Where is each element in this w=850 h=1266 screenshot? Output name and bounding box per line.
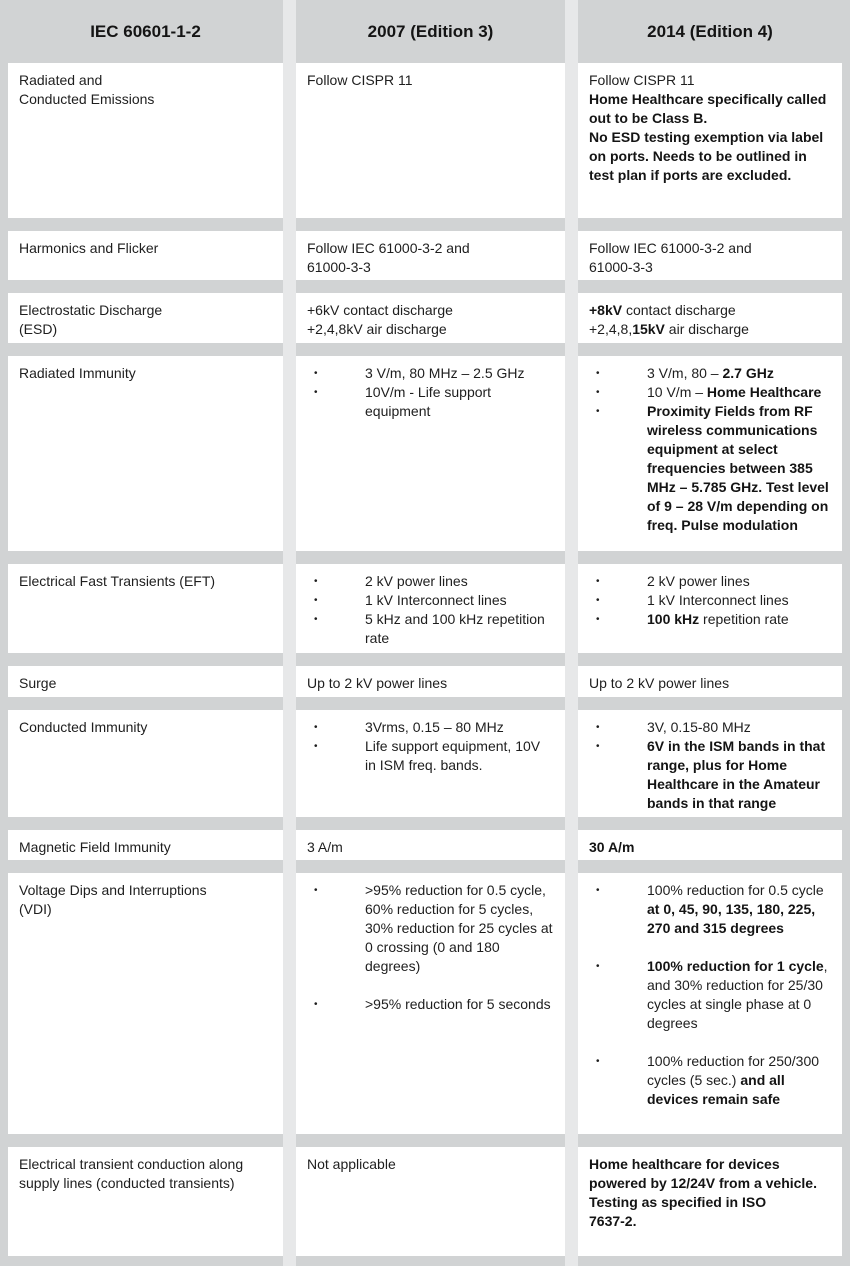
cell-conducted-immunity-2007-edition-3 (296, 710, 565, 817)
cell-magnetic-field-immunity-2007-edition-3: 3 A/m (296, 830, 565, 860)
cell-conducted-transients-2014-edition-4: Home healthcare for devices powered by 12/24V from a vehicle. Testing as specified in ISO 7637-2. (578, 1147, 842, 1256)
row-radiated-immunity (8, 356, 842, 551)
cell-harmonics-and-flicker-2014-edition-4: Follow IEC 61000-3-2 and 61000-3-3 (578, 231, 842, 280)
cell-radiated-immunity-2007-edition-3 (296, 356, 565, 551)
cell-harmonics-and-flicker-2007-edition-3: Follow IEC 61000-3-2 and 61000-3-3 (296, 231, 565, 280)
row-conducted-immunity (8, 710, 842, 817)
cell-conducted-transients-2007-edition-3: Not applicable (296, 1147, 565, 1256)
header-col-2007-edition-3: 2007 (Edition 3) (367, 22, 494, 41)
cell-harmonics-and-flicker-parameter: Harmonics and Flicker (8, 231, 283, 280)
bullet-item: • Life support equipment, 10V in ISM freq. bands. (307, 737, 553, 775)
cell-conducted-immunity-2014-edition-4 (578, 710, 842, 817)
bullet-item: • 2 kV power lines (589, 572, 830, 591)
bullet-item: • 10V/m - Life support equipment (307, 383, 553, 421)
bullet-list (307, 572, 553, 648)
bullet-item: • 6V in the ISM bands in that range, plus for Home Healthcare in the Amateur bands in that range (589, 737, 830, 813)
cell-electrostatic-discharge-parameter: Electrostatic Discharge (ESD) (8, 293, 283, 343)
cell-conducted-transients-parameter: Electrical transient conduction along supply lines (conducted transients) (8, 1147, 283, 1256)
cell-radiated-conducted-emissions-parameter: Radiated and Conducted Emissions (8, 63, 283, 218)
cell-electrostatic-discharge-2014-edition-4: +8kV contact discharge +2,4,8,15kV air discharge (578, 293, 842, 343)
row-magnetic-field-immunity (8, 830, 842, 860)
bullet-item: • 1 kV Interconnect lines (307, 591, 553, 610)
header-col-parameter: IEC 60601-1-2 (90, 22, 201, 41)
row-electrostatic-discharge (8, 293, 842, 343)
bullet-item: • >95% reduction for 0.5 cycle, 60% reduction for 5 cycles, 30% reduction for 25 cycles at 0 crossing (0 and 180 degrees) (307, 881, 553, 976)
row-conducted-transients (8, 1147, 842, 1256)
cell-voltage-dips-and-interruptions-2007-edition-3 (296, 873, 565, 1134)
cell-radiated-conducted-emissions-2014-edition-4: Follow CISPR 11 Home Healthcare specifically called out to be Class B. No ESD testing exemption via label on ports. Needs to be outlined in test plan if ports are excluded. (578, 63, 842, 218)
bullet-item: • 100% reduction for 250/300 cycles (5 sec.) and all devices remain safe (589, 1052, 830, 1109)
cell-electrical-fast-transients-parameter: Electrical Fast Transients (EFT) (8, 564, 283, 653)
bullet-item: • 3 V/m, 80 MHz – 2.5 GHz (307, 364, 553, 383)
cell-conducted-immunity-parameter: Conducted Immunity (8, 710, 283, 817)
cell-electrical-fast-transients-2014-edition-4 (578, 564, 842, 653)
bullet-list (589, 881, 830, 1109)
row-voltage-dips-and-interruptions (8, 873, 842, 1134)
cell-magnetic-field-immunity-parameter: Magnetic Field Immunity (8, 830, 283, 860)
cell-surge-2007-edition-3: Up to 2 kV power lines (296, 666, 565, 697)
cell-radiated-conducted-emissions-2007-edition-3: Follow CISPR 11 (296, 63, 565, 218)
cell-magnetic-field-immunity-2014-edition-4: 30 A/m (578, 830, 842, 860)
bullet-list (589, 718, 830, 813)
cell-voltage-dips-and-interruptions-parameter: Voltage Dips and Interruptions (VDI) (8, 873, 283, 1134)
cell-voltage-dips-and-interruptions-2014-edition-4 (578, 873, 842, 1134)
cell-surge-parameter: Surge (8, 666, 283, 697)
bullet-item: • 3V, 0.15-80 MHz (589, 718, 830, 737)
bullet-item: • 100% reduction for 1 cycle, and 30% reduction for 25/30 cycles at single phase at 0 degrees (589, 957, 830, 1033)
row-radiated-conducted-emissions (8, 63, 842, 218)
bullet-item: • 100% reduction for 0.5 cycle at 0, 45, 90, 135, 180, 225, 270 and 315 degrees (589, 881, 830, 938)
bullet-list (307, 364, 553, 421)
bullet-item: • 100 kHz repetition rate (589, 610, 830, 629)
bullet-item: • 10 V/m – Home Healthcare (589, 383, 830, 402)
row-electrical-fast-transients (8, 564, 842, 653)
table-header-row (8, 0, 842, 63)
cell-radiated-immunity-2014-edition-4 (578, 356, 842, 551)
bullet-item: • 2 kV power lines (307, 572, 553, 591)
bullet-item: • 5 kHz and 100 kHz repetition rate (307, 610, 553, 648)
bullet-list (307, 881, 553, 1014)
cell-surge-2014-edition-4: Up to 2 kV power lines (578, 666, 842, 697)
cell-radiated-immunity-parameter: Radiated Immunity (8, 356, 283, 551)
cell-electrical-fast-transients-2007-edition-3 (296, 564, 565, 653)
bullet-item: • Proximity Fields from RF wireless communications equipment at select frequencies between 385 MHz – 5.785 GHz. Test level of 9 – 28 V/m depending on freq. Pulse modulation (589, 402, 830, 535)
row-surge (8, 666, 842, 697)
bullet-item: • 1 kV Interconnect lines (589, 591, 830, 610)
bullet-list (589, 572, 830, 629)
bullet-list (589, 364, 830, 535)
header-col-2014-edition-4: 2014 (Edition 4) (647, 22, 773, 41)
cell-electrostatic-discharge-2007-edition-3: +6kV contact discharge +2,4,8kV air discharge (296, 293, 565, 343)
bullet-item: • 3 V/m, 80 – 2.7 GHz (589, 364, 830, 383)
bullet-item: • >95% reduction for 5 seconds (307, 995, 553, 1014)
comparison-table (8, 0, 842, 1256)
bullet-item: • 3Vrms, 0.15 – 80 MHz (307, 718, 553, 737)
row-harmonics-and-flicker (8, 231, 842, 280)
bullet-list (307, 718, 553, 775)
